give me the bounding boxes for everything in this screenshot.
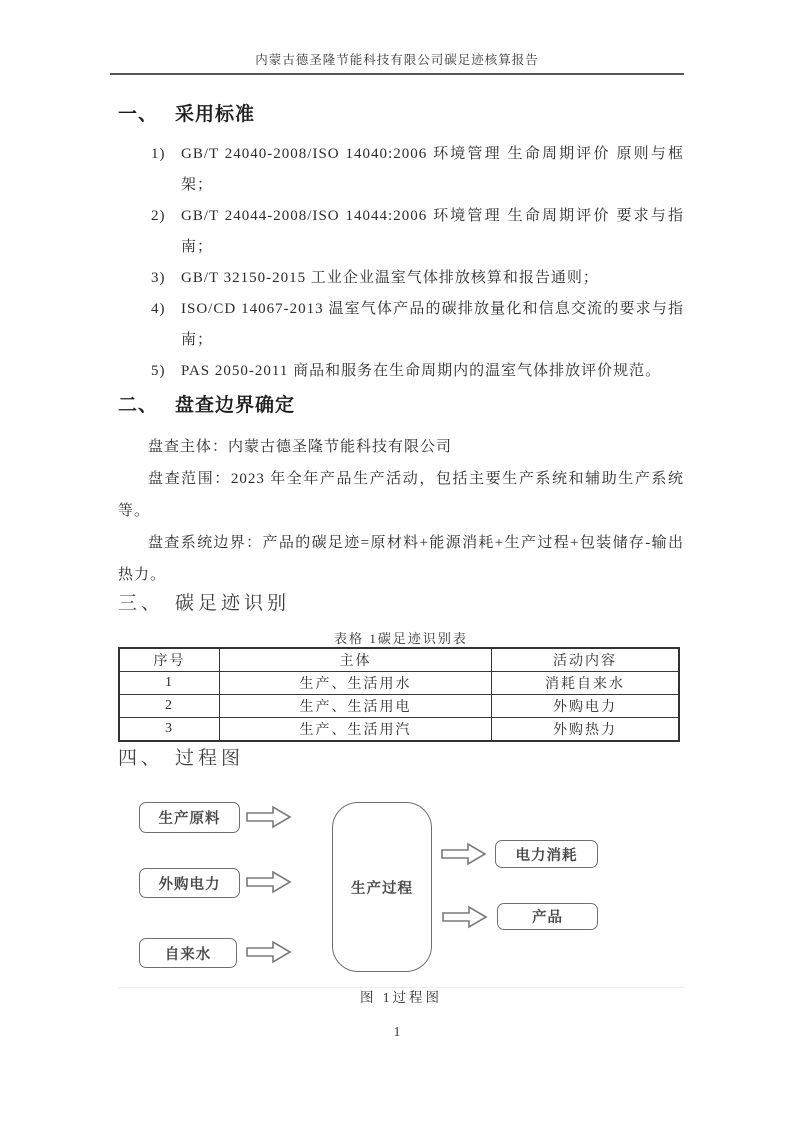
paragraph-scope: 盘查范围：2023 年全年产品生产活动，包括主要生产系统和辅助生产系统等。 xyxy=(118,471,684,519)
table-cell: 3 xyxy=(119,718,220,742)
table-row xyxy=(119,672,679,695)
column-header: 活动内容 xyxy=(492,648,680,672)
list-item xyxy=(118,263,684,294)
list-item-number: 1) xyxy=(151,146,166,162)
section-title: 碳足迹识别 xyxy=(175,593,291,614)
table-cell: 生产、生活用汽 xyxy=(220,718,492,742)
table-cell: 生产、生活用水 xyxy=(220,672,492,695)
list-item xyxy=(118,201,684,263)
section-number: 四、 xyxy=(118,748,165,769)
carbon-footprint-table xyxy=(118,647,680,742)
flow-arrow-icon xyxy=(246,870,292,894)
column-header: 主体 xyxy=(220,648,492,672)
paragraph-subject: 盘查主体：内蒙古德圣隆节能科技有限公司 xyxy=(148,439,453,455)
page-number: 1 xyxy=(393,1024,401,1039)
column-header: 序号 xyxy=(119,648,220,672)
table-cell: 外购电力 xyxy=(492,695,680,718)
flow-arrow-icon xyxy=(246,805,292,829)
table-cell: 生产、生活用电 xyxy=(220,695,492,718)
section-number: 一、 xyxy=(118,104,159,125)
table-cell: 消耗自来水 xyxy=(492,672,680,695)
section-heading-3 xyxy=(118,591,290,616)
flow-arrow-icon xyxy=(442,905,488,929)
list-item-number: 5) xyxy=(151,363,166,379)
table-cell: 1 xyxy=(119,672,220,695)
list-item-number: 4) xyxy=(151,301,166,317)
section-title: 采用标准 xyxy=(175,104,256,125)
table-caption: 表格 1碳足迹识别表 xyxy=(334,631,468,646)
table-header-row xyxy=(119,648,679,672)
list-item-text: GB/T 24040-2008/ISO 14040:2006 环境管理 生命周期评价 原则与框架； xyxy=(181,146,684,193)
list-item-text: PAS 2050-2011 商品和服务在生命周期内的温室气体排放评价规范。 xyxy=(181,363,662,379)
list-item xyxy=(118,139,684,201)
running-header: 内蒙古德圣隆节能科技有限公司碳足迹核算报告 xyxy=(110,50,684,75)
list-item-number: 2) xyxy=(151,208,166,224)
table-cell: 2 xyxy=(119,695,220,718)
flow-arrow-icon xyxy=(441,842,487,866)
section-heading-4 xyxy=(118,746,244,771)
boundary-paragraphs xyxy=(118,431,684,591)
figure-caption: 图 1过程图 xyxy=(359,990,443,1005)
section-heading-1 xyxy=(118,102,255,127)
flow-arrow-icon xyxy=(246,940,292,964)
standards-list xyxy=(118,139,684,387)
list-item xyxy=(118,294,684,356)
list-item-text: GB/T 32150-2015 工业企业温室气体排放核算和报告通则； xyxy=(181,270,599,286)
diagram-box-tap-water: 自来水 xyxy=(139,938,237,968)
diagram-box-electricity-consumption: 电力消耗 xyxy=(495,840,598,868)
table-row xyxy=(119,718,679,742)
list-item-number: 3) xyxy=(151,270,166,286)
list-item xyxy=(118,356,684,387)
table-cell: 外购热力 xyxy=(492,718,680,742)
table-row xyxy=(119,695,679,718)
diagram-box-product: 产品 xyxy=(497,903,598,930)
list-item-text: GB/T 24044-2008/ISO 14044:2006 环境管理 生命周期评价 要求与指南； xyxy=(181,208,684,255)
diagram-box-production-process: 生产过程 xyxy=(332,802,432,972)
process-diagram xyxy=(118,785,684,988)
list-item-text: ISO/CD 14067-2013 温室气体产品的碳排放量化和信息交流的要求与指南； xyxy=(181,301,684,348)
diagram-box-raw-materials: 生产原料 xyxy=(139,802,240,833)
section-title: 盘查边界确定 xyxy=(175,395,296,416)
diagram-box-purchased-electricity: 外购电力 xyxy=(139,868,240,898)
section-number: 二、 xyxy=(118,395,159,416)
section-title: 过程图 xyxy=(175,748,245,769)
paragraph-system-boundary: 盘查系统边界：产品的碳足迹=原材料+能源消耗+生产过程+包装储存-输出热力。 xyxy=(118,535,684,583)
section-number: 三、 xyxy=(118,593,165,614)
section-heading-2 xyxy=(118,393,295,418)
